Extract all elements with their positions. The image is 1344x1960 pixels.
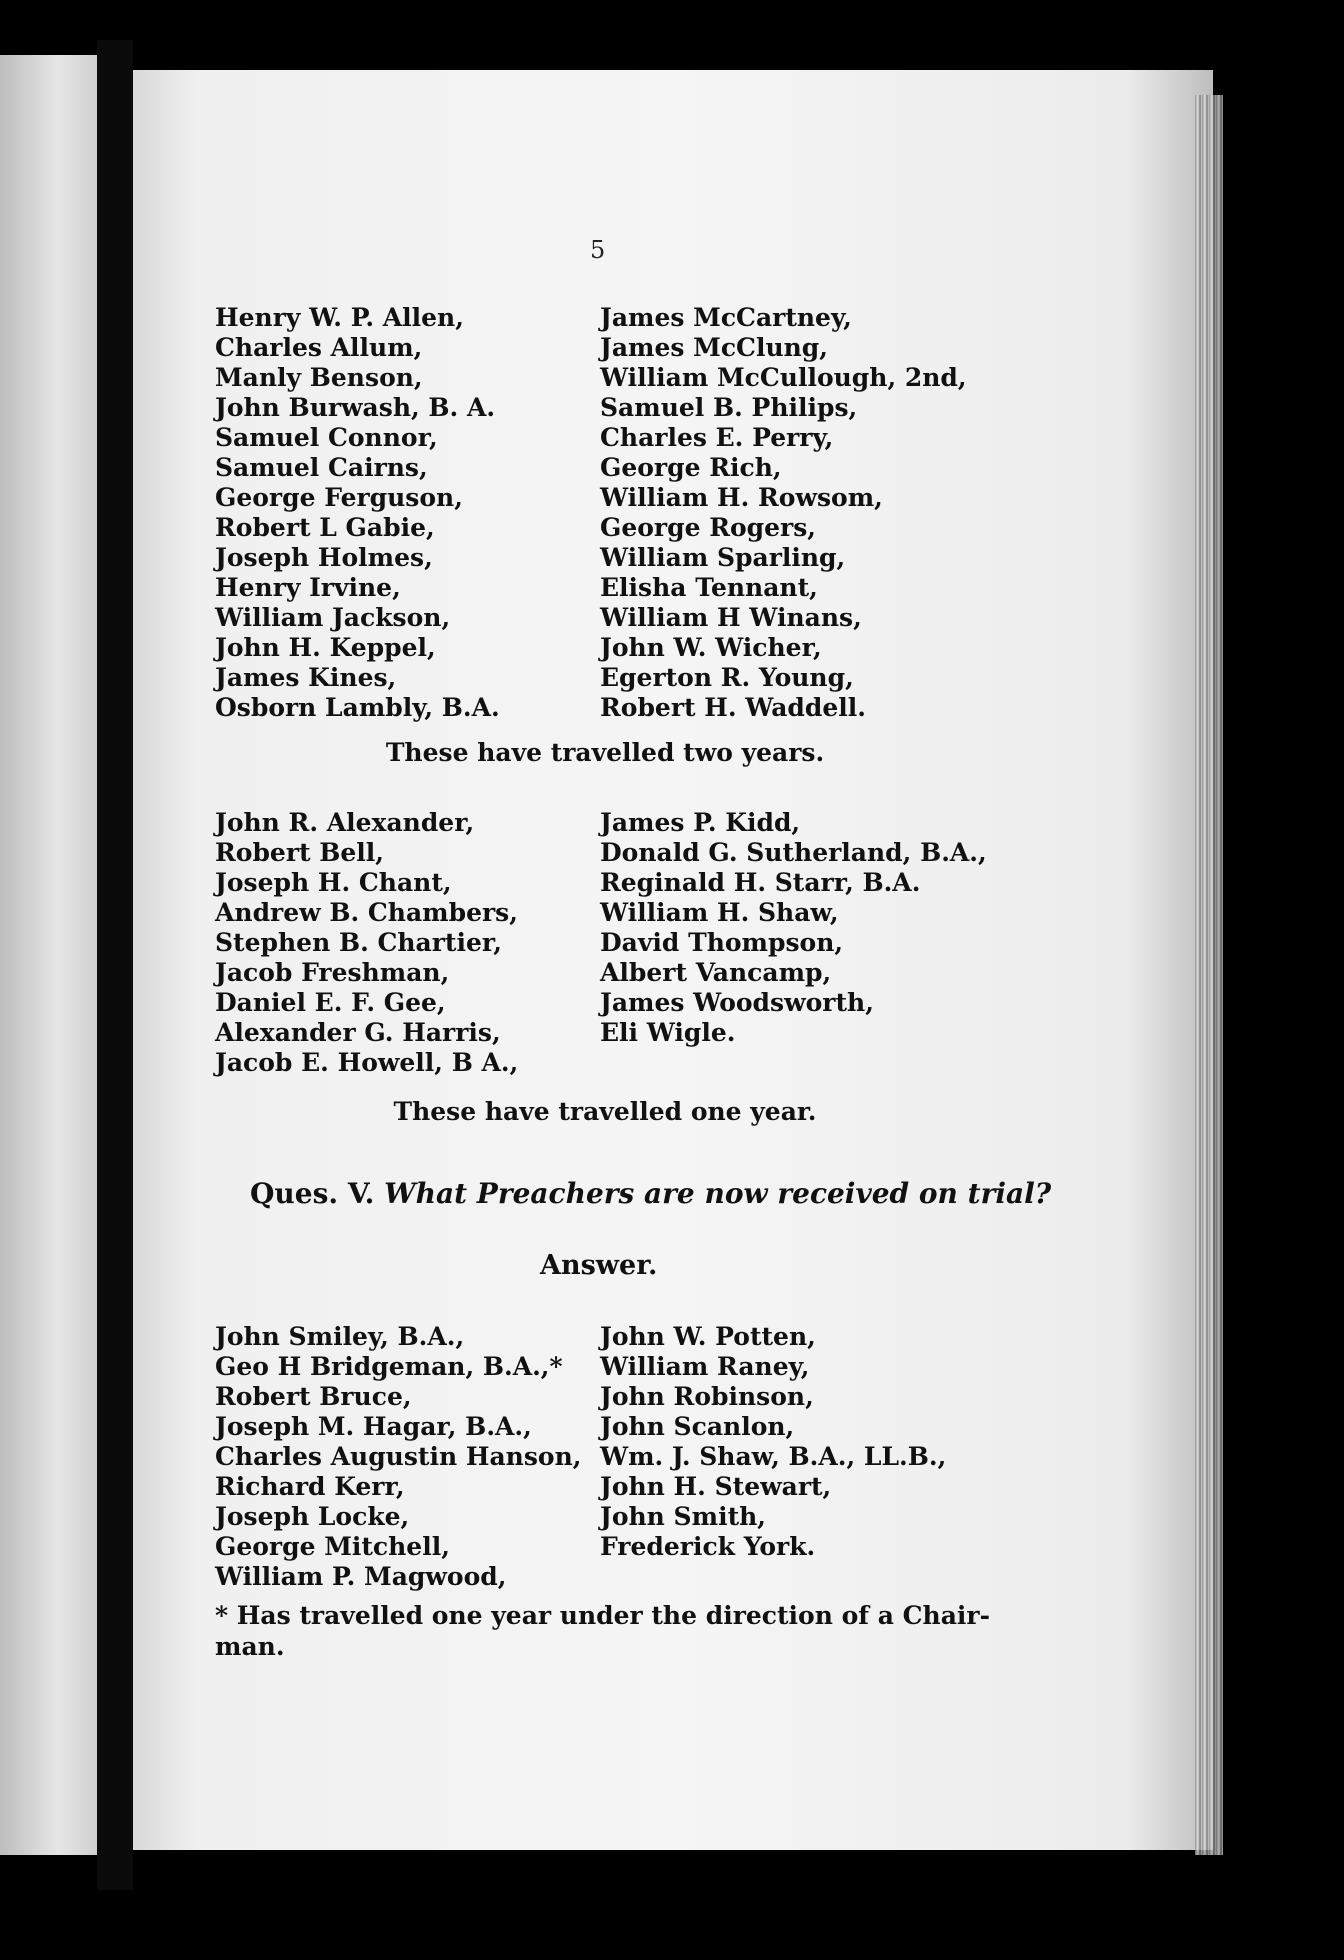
list-item: Alexander G. Harris, xyxy=(215,1018,501,1047)
list-item: George Rogers, xyxy=(600,513,816,542)
two-years-right-list xyxy=(600,303,967,723)
page-number: 5 xyxy=(590,236,606,264)
list-item: Joseph H. Chant, xyxy=(215,868,452,897)
list-item: James McCartney, xyxy=(600,303,852,332)
list-item: James Kines, xyxy=(215,663,397,692)
one-year-caption: These have travelled one year. xyxy=(393,1097,817,1126)
list-item: John W. Potten, xyxy=(600,1322,816,1351)
list-item: John Burwash, B. A. xyxy=(215,393,496,422)
list-item: John Scanlon, xyxy=(600,1412,795,1441)
list-item: Joseph Holmes, xyxy=(215,543,433,572)
list-item: John H. Keppel, xyxy=(215,633,436,662)
list-item: David Thompson, xyxy=(600,928,844,957)
list-item: George Ferguson, xyxy=(215,483,463,512)
on-trial-left-list xyxy=(215,1322,581,1592)
list-item: John Robinson, xyxy=(600,1382,814,1411)
question-text: What Preachers are now received on trial? xyxy=(384,1177,1052,1210)
list-item: Jacob E. Howell, B A., xyxy=(215,1048,519,1077)
on-trial-right-list xyxy=(600,1322,946,1562)
list-item: Elisha Tennant, xyxy=(600,573,818,602)
list-item: Wm. J. Shaw, B.A., LL.B., xyxy=(600,1442,947,1471)
list-item: Frederick York. xyxy=(600,1532,816,1561)
list-item: John H. Stewart, xyxy=(600,1472,832,1501)
list-item: James McClung, xyxy=(600,333,828,362)
list-item: Joseph Locke, xyxy=(215,1502,410,1531)
list-item: Donald G. Sutherland, B.A., xyxy=(600,838,987,867)
list-item: James Woodsworth, xyxy=(600,988,874,1017)
list-item: Samuel Connor, xyxy=(215,423,438,452)
two-years-caption: These have travelled two years. xyxy=(385,738,825,767)
list-item: Robert H. Waddell. xyxy=(600,693,866,722)
list-item: Eli Wigle. xyxy=(600,1018,736,1047)
list-item: Robert L Gabie, xyxy=(215,513,435,542)
list-item: Manly Benson, xyxy=(215,363,423,392)
list-item: Osborn Lambly, B.A. xyxy=(215,693,500,722)
list-item: Stephen B. Chartier, xyxy=(215,928,502,957)
list-item: James P. Kidd, xyxy=(600,808,801,837)
list-item: Reginald H. Starr, B.A. xyxy=(600,868,921,897)
page-stack-edge xyxy=(1195,95,1223,1855)
answer-heading: Answer. xyxy=(540,1250,658,1281)
footnote-line-2: man. xyxy=(215,1632,285,1661)
list-item: Joseph M. Hagar, B.A., xyxy=(215,1412,532,1441)
list-item: John Smith, xyxy=(600,1502,766,1531)
list-item: William P. Magwood, xyxy=(215,1562,507,1591)
list-item: William Raney, xyxy=(600,1352,810,1381)
list-item: Henry Irvine, xyxy=(215,573,401,602)
list-item: John W. Wicher, xyxy=(600,633,822,662)
list-item: Geo H Bridgeman, B.A.,* xyxy=(215,1352,563,1381)
list-item: William H. Shaw, xyxy=(600,898,839,927)
list-item: Egerton R. Young, xyxy=(600,663,854,692)
question-label: Ques. V. xyxy=(250,1177,375,1210)
list-item: John Smiley, B.A., xyxy=(215,1322,465,1351)
list-item: Charles E. Perry, xyxy=(600,423,834,452)
list-item: George Rich, xyxy=(600,453,782,482)
two-years-left-list xyxy=(215,303,500,723)
list-item: William H. Rowsom, xyxy=(600,483,883,512)
list-item: Robert Bruce, xyxy=(215,1382,412,1411)
list-item: Andrew B. Chambers, xyxy=(215,898,518,927)
question-heading xyxy=(250,1177,1051,1210)
one-year-left-list xyxy=(215,808,518,1078)
list-item: Daniel E. F. Gee, xyxy=(215,988,446,1017)
list-item: Samuel B. Philips, xyxy=(600,393,858,422)
list-item: William McCullough, 2nd, xyxy=(600,363,967,392)
list-item: Samuel Cairns, xyxy=(215,453,428,482)
list-item: William Sparling, xyxy=(600,543,846,572)
list-item: Charles Allum, xyxy=(215,333,423,362)
list-item: Jacob Freshman, xyxy=(215,958,450,987)
list-item: Henry W. P. Allen, xyxy=(215,303,464,332)
list-item: William H Winans, xyxy=(600,603,862,632)
list-item: John R. Alexander, xyxy=(215,808,475,837)
book-gutter xyxy=(97,40,133,1890)
footnote xyxy=(215,1600,1005,1662)
facing-page-edge xyxy=(0,55,97,1855)
list-item: Richard Kerr, xyxy=(215,1472,405,1501)
list-item: Charles Augustin Hanson, xyxy=(215,1442,582,1471)
list-item: William Jackson, xyxy=(215,603,451,632)
list-item: Albert Vancamp, xyxy=(600,958,832,987)
footnote-line-1: * Has travelled one year under the direction of a Chair- xyxy=(215,1601,990,1630)
list-item: Robert Bell, xyxy=(215,838,384,867)
one-year-right-list xyxy=(600,808,987,1048)
list-item: George Mitchell, xyxy=(215,1532,450,1561)
